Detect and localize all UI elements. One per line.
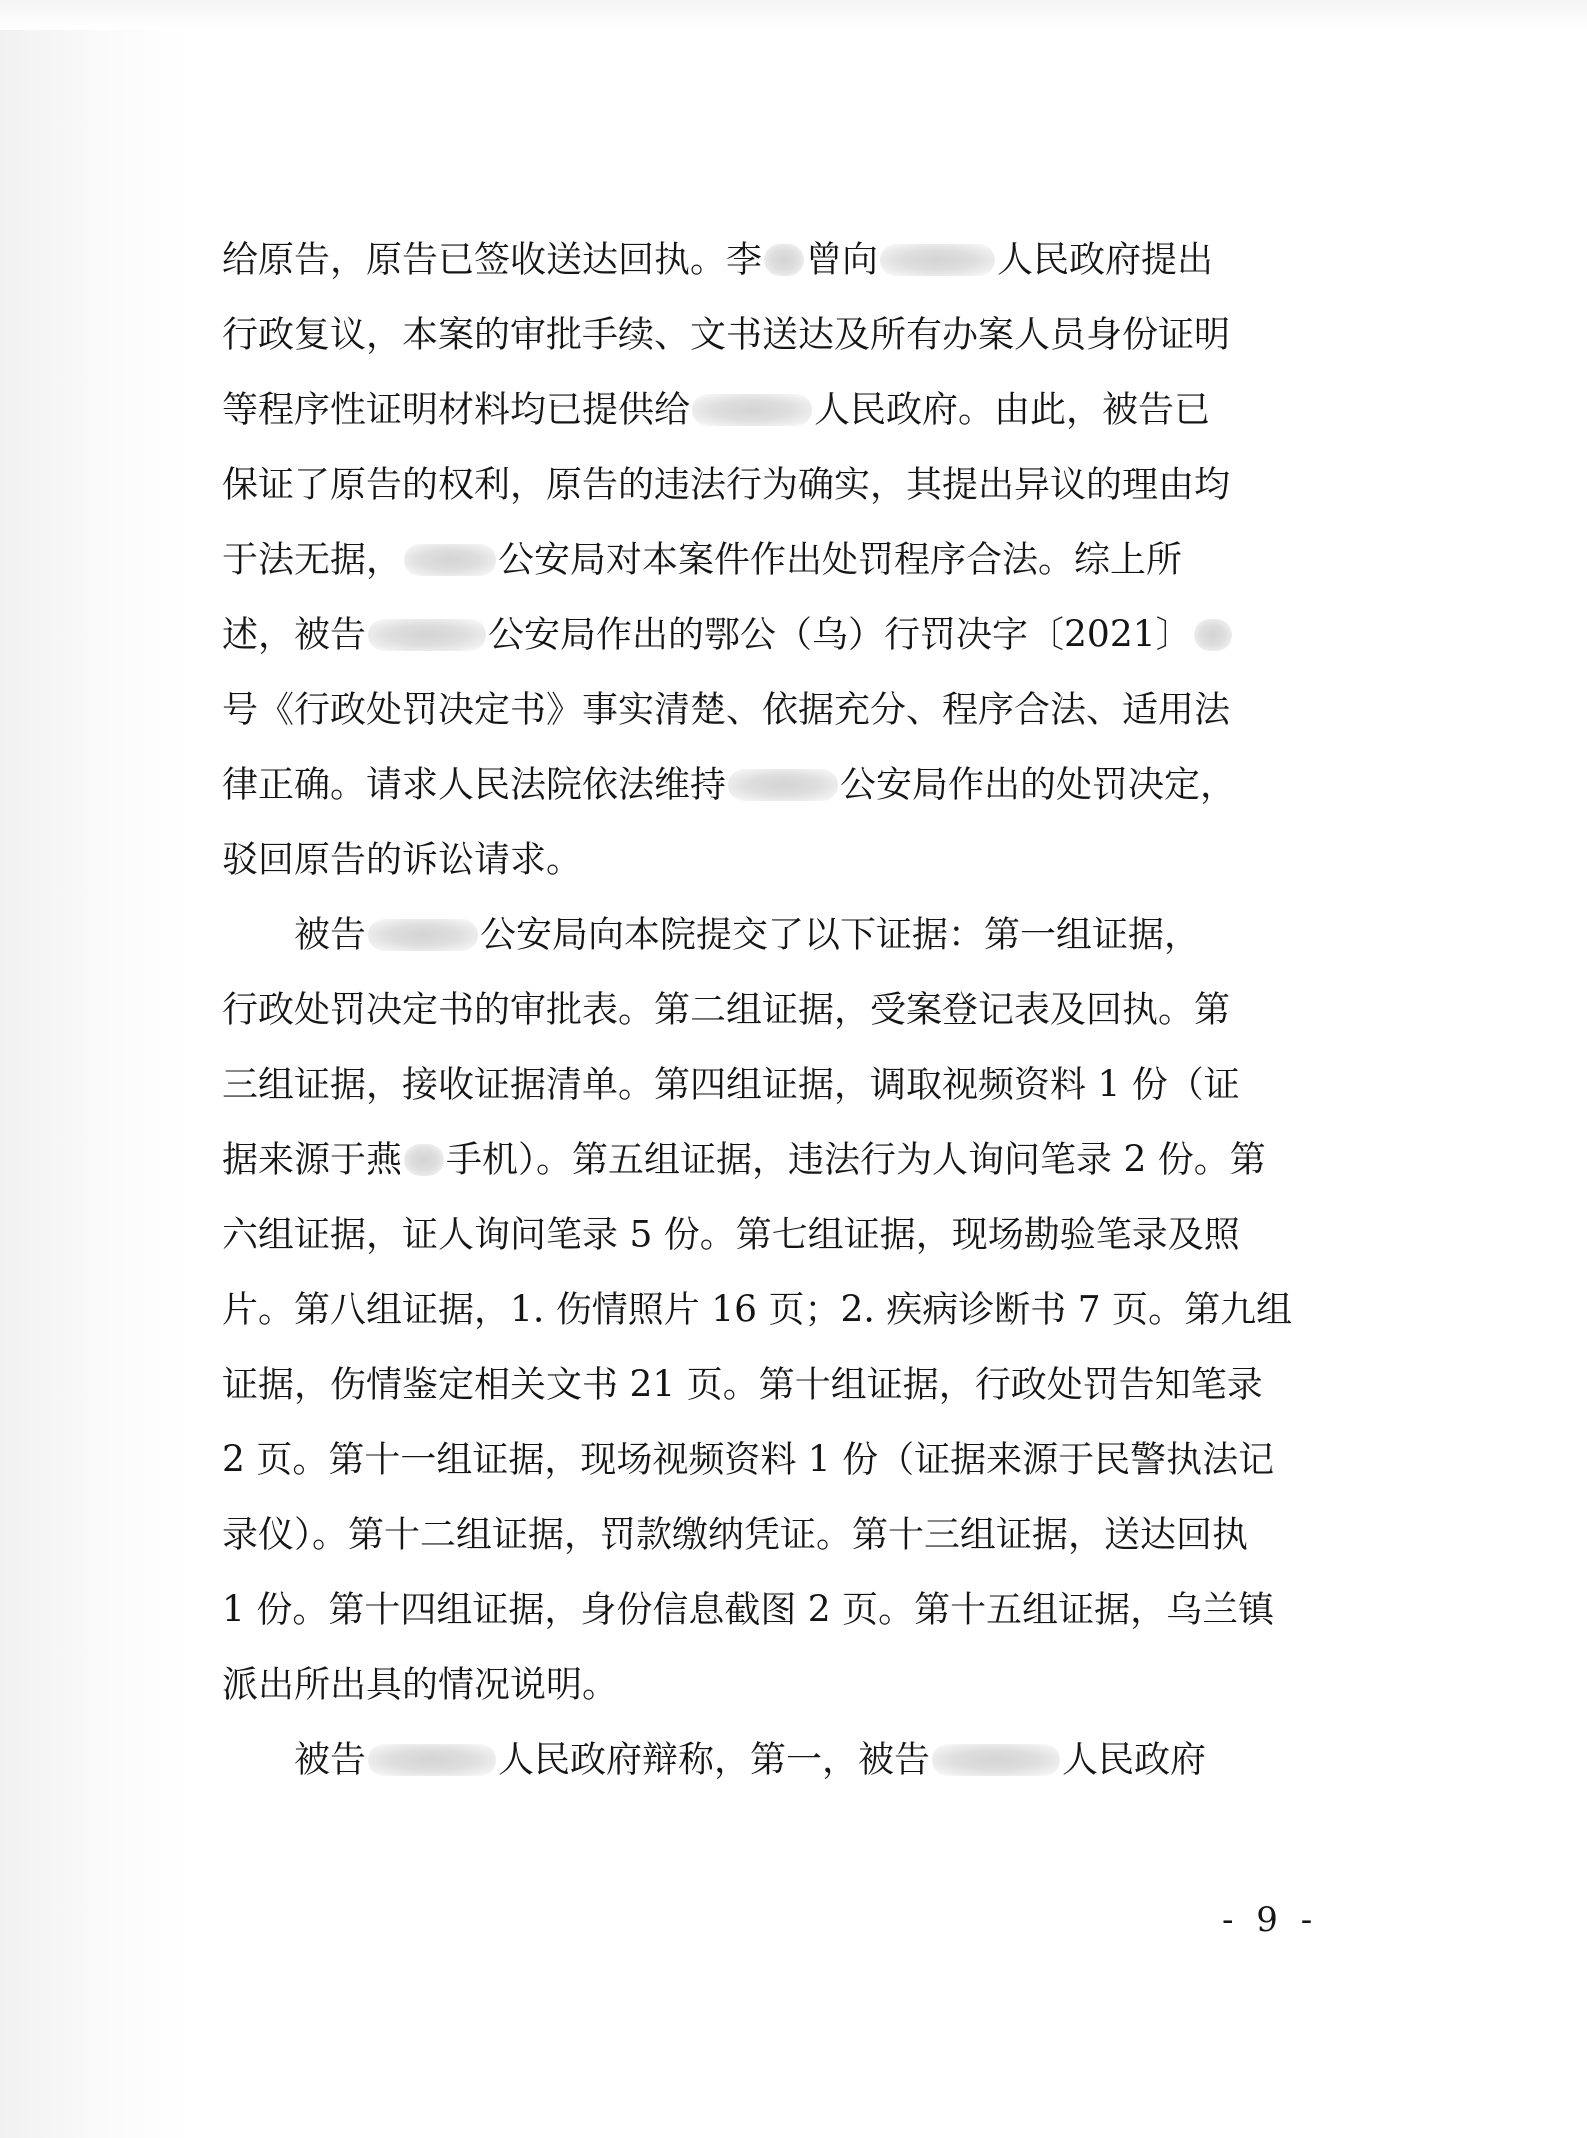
text-line <box>222 1645 1372 1720</box>
text-segment: 录仪）。第十二组证据，罚款缴纳凭证。第十三组证据，送达回执 <box>222 1514 1249 1556</box>
redacted-text <box>728 769 838 801</box>
redacted-text <box>880 244 995 276</box>
text-segment: 等程序性证明材料均已提供给 <box>222 389 691 431</box>
text-line <box>222 1570 1372 1645</box>
page-number: - 9 - <box>1222 1900 1319 1940</box>
text-line <box>222 1720 1372 1795</box>
body-text <box>222 220 1372 1795</box>
text-segment: 律正确。请求人民法院依法维持 <box>222 764 727 806</box>
text-segment: 人民政府辩称，第一，被告 <box>498 1739 931 1781</box>
text-line <box>222 895 1372 970</box>
text-line <box>222 1270 1372 1345</box>
redacted-text <box>368 619 486 651</box>
text-line <box>222 520 1372 595</box>
text-segment: 述，被告 <box>222 614 367 656</box>
text-segment: 证据，伤情鉴定相关文书 21 页。第十组证据，行政处罚告知笔录 <box>222 1364 1263 1406</box>
redacted-text <box>764 244 804 276</box>
text-line <box>222 595 1372 670</box>
text-segment: 人民政府提出 <box>997 239 1214 281</box>
text-segment: 片。第八组证据，1. 伤情照片 16 页；2. 疾病诊断书 7 页。第九组 <box>222 1289 1293 1331</box>
text-segment: 行政复议，本案的审批手续、文书送达及所有办案人员身份证明 <box>222 314 1231 356</box>
text-segment: 保证了原告的权利，原告的违法行为确实，其提出异议的理由均 <box>222 464 1231 506</box>
text-segment: 行政处罚决定书的审批表。第二组证据，受案登记表及回执。第 <box>222 989 1231 1031</box>
text-segment: 人民政府 <box>1062 1739 1207 1781</box>
text-segment: 被告 <box>294 914 367 956</box>
text-segment: 人民政府。由此，被告已 <box>814 389 1211 431</box>
text-line <box>222 295 1372 370</box>
text-line <box>222 1420 1372 1495</box>
text-line <box>222 370 1372 445</box>
redacted-text <box>368 1744 496 1776</box>
text-segment: 据来源于燕 <box>222 1139 403 1181</box>
redacted-text <box>692 394 812 426</box>
redacted-text <box>1194 619 1232 651</box>
text-segment: 于法无据， <box>222 539 403 581</box>
text-line <box>222 1345 1372 1420</box>
text-segment: 驳回原告的诉讼请求。 <box>222 839 583 881</box>
text-segment: 三组证据，接收证据清单。第四组证据，调取视频资料 1 份（证 <box>222 1064 1240 1106</box>
text-line <box>222 970 1372 1045</box>
text-segment: 号《行政处罚决定书》事实清楚、依据充分、程序合法、适用法 <box>222 689 1231 731</box>
redacted-text <box>404 1144 444 1176</box>
scan-shadow-top <box>0 0 1587 30</box>
text-segment: 公安局作出的鄂公（乌）行罚决字〔2021〕 <box>488 614 1192 656</box>
text-segment: 公安局作出的处罚决定， <box>840 764 1237 806</box>
scan-shadow-left <box>0 0 190 2138</box>
text-line <box>222 1045 1372 1120</box>
text-segment: 给原告，原告已签收送达回执。李 <box>222 239 763 281</box>
text-segment: 公安局对本案件作出处罚程序合法。综上所 <box>498 539 1183 581</box>
redacted-text <box>404 544 496 576</box>
text-segment: 手机）。第五组证据，违法行为人询问笔录 2 份。第 <box>446 1139 1266 1181</box>
text-segment: 1 份。第十四组证据，身份信息截图 2 页。第十五组证据，乌兰镇 <box>222 1589 1275 1631</box>
text-line <box>222 220 1372 295</box>
text-segment: 曾向 <box>806 239 879 281</box>
text-segment: 被告 <box>294 1739 367 1781</box>
text-segment: 六组证据，证人询问笔录 5 份。第七组证据，现场勘验笔录及照 <box>222 1214 1240 1256</box>
text-line <box>222 745 1372 820</box>
text-segment: 公安局向本院提交了以下证据：第一组证据， <box>480 914 1201 956</box>
text-line <box>222 1495 1372 1570</box>
text-line <box>222 1195 1372 1270</box>
text-segment: 2 页。第十一组证据，现场视频资料 1 份（证据来源于民警执法记 <box>222 1439 1275 1481</box>
text-line <box>222 1120 1372 1195</box>
redacted-text <box>368 919 478 951</box>
text-line <box>222 670 1372 745</box>
redacted-text <box>932 1744 1060 1776</box>
text-segment: 派出所出具的情况说明。 <box>222 1664 619 1706</box>
text-line <box>222 820 1372 895</box>
text-line <box>222 445 1372 520</box>
